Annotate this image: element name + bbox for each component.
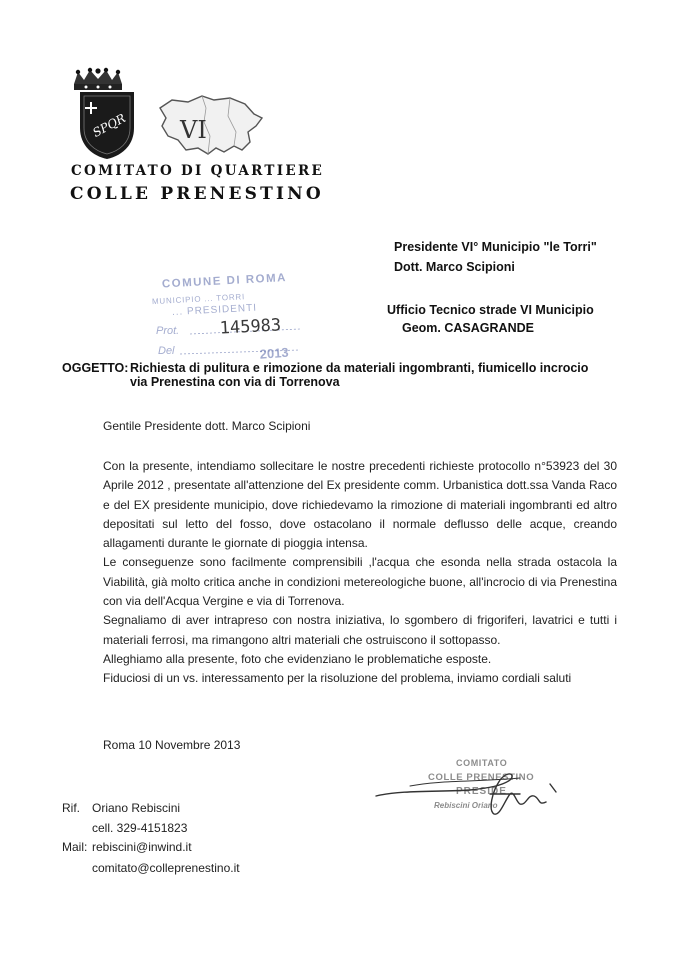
stamp-del-date: 2013 xyxy=(259,344,290,362)
contact-phone: cell. 329-4151823 xyxy=(92,821,188,835)
signature-stamp xyxy=(370,750,580,830)
district-numeral: VI xyxy=(180,116,207,144)
contact-email-2: comitato@colleprenestino.it xyxy=(92,861,240,875)
recipient-line-2: Dott. Marco Scipioni xyxy=(394,260,515,274)
sig-stamp-line-1: COMITATO xyxy=(456,758,508,768)
mail-label: Mail: xyxy=(62,840,88,854)
dateline: Roma 10 Novembre 2013 xyxy=(103,738,241,752)
subject-label: OGGETTO: xyxy=(62,361,129,375)
body-paragraph-4: Alleghiamo alla presente, foto che evidenziano le problematiche esposte. xyxy=(103,651,492,666)
contact-email-1: rebiscini@inwind.it xyxy=(92,840,192,854)
sig-stamp-line-3: PRESIDE xyxy=(456,786,507,797)
seal-text: SPQR xyxy=(90,111,128,140)
stamp-line-3: ... PRESIDENTI xyxy=(171,302,258,319)
stamp-line-1: COMUNE DI ROMA xyxy=(161,272,288,291)
protocol-stamp xyxy=(140,262,320,377)
spqr-shield-icon xyxy=(77,90,137,160)
recipient-line-1: Presidente VI° Municipio "le Torri" xyxy=(394,240,597,254)
recipient-line-4: Geom. CASAGRANDE xyxy=(402,321,534,335)
stamp-prot-label: Prot. xyxy=(156,325,180,337)
body-paragraph-1: Con la presente, intendiamo sollecitare le nostre precedenti richieste protocollo n°53923 del 30 Aprile 2012 , presentate all'attenzione del Ex presidente comm. Urbanistica dott.ssa Vanda Raco e del EX presidente municipio, dove richiedevamo la rimozione di materiali ingombranti ed altro depositati sul letto del fosso, dove ostacolano il normale deflusso delle acque, creando allagamenti durante le giornate di pioggia intensa. xyxy=(103,459,617,551)
stamp-del-label: Del xyxy=(158,345,175,357)
contact-name: Oriano Rebiscini xyxy=(92,801,181,815)
body-paragraph-2: Le conseguenze sono facilmente comprensibili ,l'acqua che esonda nella strada ostacola la Viabilità, già molto critica anche in condizioni metereologiche buone, all'incrocio di via Prenestina con via dell'Acqua Vergine e via di Torrenova. xyxy=(103,555,617,609)
recipient-line-3: Ufficio Tecnico strade VI Municipio xyxy=(387,303,594,317)
committee-name-line2: COLLE PRENESTINO xyxy=(70,184,324,204)
rif-label: Rif. xyxy=(62,801,80,815)
crown-icon xyxy=(70,67,126,91)
body-paragraph-5: Fiduciosi di un vs. interessamento per la risoluzione del problema, inviamo cordiali saluti xyxy=(103,671,572,686)
sig-stamp-line-2: COLLE PRENESTINO xyxy=(428,772,535,783)
municipio-vi-logo-icon xyxy=(150,88,265,158)
letter-body xyxy=(103,457,617,689)
salutation: Gentile Presidente dott. Marco Scipioni xyxy=(103,419,311,433)
body-paragraph-3: Segnaliamo di aver intrapreso con nostra iniziativa, lo sgombero di frigoriferi, lavatrici e tutti i materiali ferrosi, ma rimangono altri materiali che ostruiscono il sottopasso. xyxy=(103,613,617,647)
stamp-line-2: MUNICIPIO ... TORRI xyxy=(151,292,246,307)
stamp-prot-number: 145983 xyxy=(219,315,282,339)
committee-name-line1: COMITATO DI QUARTIERE xyxy=(71,163,325,179)
subject-text: Richiesta di pulitura e rimozione da materiali ingombranti, fiumicello incrocio via Prenestina con via di Torrenova xyxy=(130,361,589,389)
sig-stamp-line-4: Rebiscini Oriano xyxy=(434,801,498,810)
